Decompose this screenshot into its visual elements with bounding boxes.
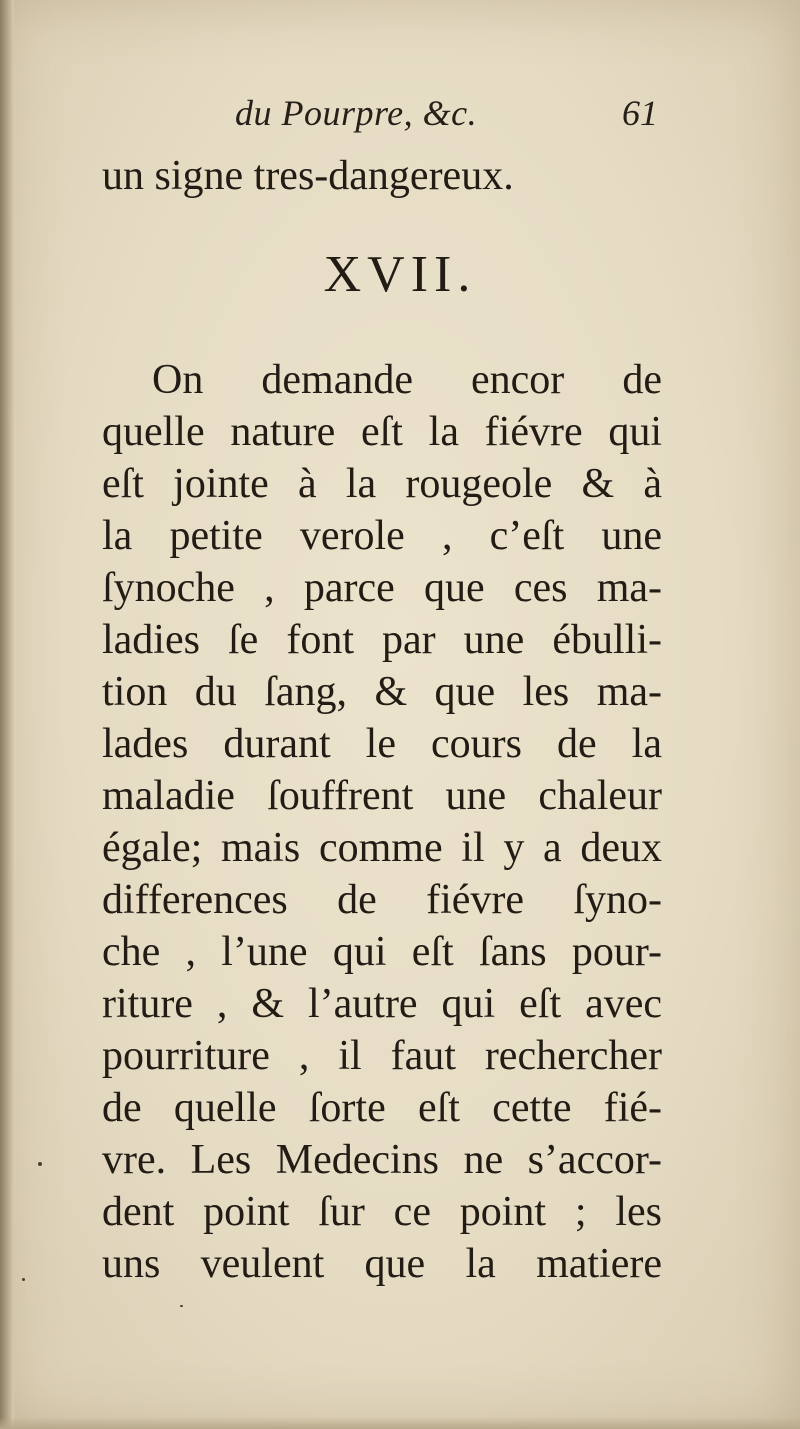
- body-line: differences de fiévre ſyno-: [102, 877, 662, 923]
- body-line: pourriture , il faut rechercher: [102, 1033, 662, 1079]
- running-head: [0, 92, 800, 152]
- body-line: de quelle ſorte eſt cette fié-: [102, 1085, 662, 1131]
- body-line: On demande encor de: [152, 357, 662, 403]
- body-line: ladies ſe font par une ébulli-: [102, 617, 662, 663]
- page-number: 61: [622, 93, 658, 133]
- body-line: che , l’une qui eſt ſans pour-: [102, 929, 662, 975]
- ink-speck: [38, 1162, 42, 1166]
- body-line: la petite verole , c’eſt une: [102, 513, 662, 559]
- continuation-line: un signe tres-dangereux.: [102, 153, 514, 199]
- section-heading: XVII.: [323, 246, 477, 303]
- body-line: uns veulent que la matiere: [102, 1241, 662, 1287]
- running-head-title: du Pourpre, &c.: [235, 93, 478, 133]
- page-gutter-edge: [0, 0, 14, 1429]
- body-line: eſt jointe à la rougeole & à: [102, 461, 662, 507]
- body-line: tion du ſang, & que les ma-: [102, 669, 662, 715]
- body-line: dent point ſur ce point ; les: [102, 1189, 662, 1235]
- body-line: lades durant le cours de la: [102, 721, 662, 767]
- ink-speck: [22, 1278, 25, 1281]
- body-line: ſynoche , parce que ces ma-: [102, 565, 662, 611]
- body-line: maladie ſouffrent une chaleur: [102, 773, 662, 819]
- body-line: quelle nature eſt la fiévre qui: [102, 409, 662, 455]
- ink-speck: [180, 1305, 183, 1307]
- page-bottom-edge: [0, 1417, 800, 1429]
- body-line: vre. Les Medecins ne s’accor-: [102, 1137, 662, 1183]
- body-line: riture , & l’autre qui eſt avec: [102, 981, 662, 1027]
- body-line: égale; mais comme il y a deux: [102, 825, 662, 871]
